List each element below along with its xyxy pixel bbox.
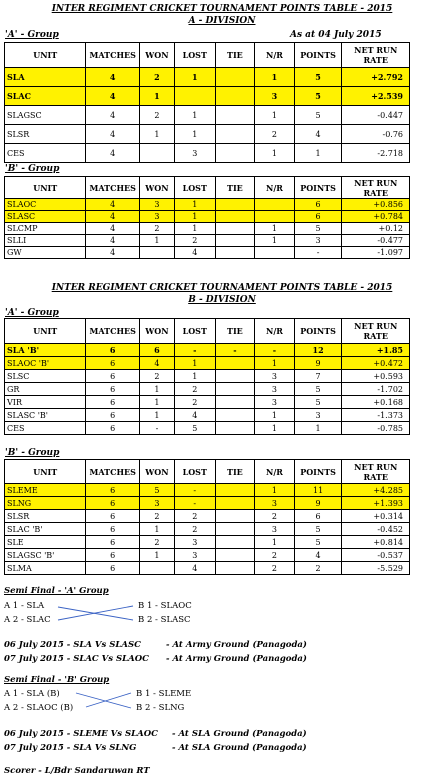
cell-matches: 4 (86, 247, 140, 259)
cell-matches: 6 (86, 523, 140, 536)
cell-matches: 4 (86, 211, 140, 223)
cell-unit: SLLI (5, 235, 86, 247)
cell-unit: SLSC (5, 370, 86, 383)
cell-matches: 4 (86, 235, 140, 247)
cell-won: 3 (139, 199, 174, 211)
cell-unit: SLCMP (5, 223, 86, 235)
cell-unit: SLASC 'B' (5, 409, 86, 422)
div-b-subtitle: B - DIVISION (188, 295, 256, 305)
cell-matches: 4 (86, 144, 140, 163)
cell-nr: 1 (255, 484, 295, 497)
col-header-lost: LOST (174, 43, 215, 68)
col-header-nr: N/R (255, 460, 295, 484)
cell-unit: SLNG (5, 497, 86, 510)
cell-nrr: -1.702 (342, 383, 410, 396)
cell-lost: 1 (174, 199, 215, 211)
col-header-nrr: NET RUN RATE (342, 43, 410, 68)
cell-unit: SLEME (5, 484, 86, 497)
cell-points: 1 (294, 144, 342, 163)
cell-nrr: +2.792 (342, 68, 410, 87)
cell-matches: 4 (86, 106, 140, 125)
cell-nrr: -0.452 (342, 523, 410, 536)
cell-nr: 3 (255, 396, 295, 409)
cell-matches: 6 (86, 536, 140, 549)
cell-unit: SLSR (5, 125, 86, 144)
cell-matches: 6 (86, 510, 140, 523)
semi-a-heading: Semi Final - 'A' Group (4, 586, 109, 596)
cell-lost: - (174, 344, 215, 357)
cell-nr: 2 (255, 549, 295, 562)
semi-b-fixture-2-venue: - At SLA Ground (Panagoda) (172, 743, 307, 753)
col-header-won: WON (139, 460, 174, 484)
div-a-title: INTER REGIMENT CRICKET TOURNAMENT POINTS TABLE - 2015 (51, 4, 393, 14)
div-b-group-a-label: 'A' - Group (5, 308, 59, 318)
cell-unit: SLAC (5, 87, 86, 106)
cell-nrr: -0.76 (342, 125, 410, 144)
col-header-matches: MATCHES (86, 43, 140, 68)
cell-matches: 6 (86, 396, 140, 409)
cell-won: 1 (139, 409, 174, 422)
cell-matches: 4 (86, 125, 140, 144)
cell-matches: 6 (86, 484, 140, 497)
cell-lost: 1 (174, 68, 215, 87)
cell-nr: 2 (255, 510, 295, 523)
cell-won: 3 (139, 497, 174, 510)
cell-nr: 1 (255, 422, 295, 435)
semi-b-left-1: A 1 - SLA (B) (4, 689, 60, 699)
cell-lost: 3 (174, 549, 215, 562)
cell-nrr: +2.539 (342, 87, 410, 106)
cell-nrr: +0.593 (342, 370, 410, 383)
col-header-nrr: NET RUN RATE (342, 177, 410, 199)
div-b-group-b-label: 'B' - Group (5, 448, 60, 458)
cell-points: 3 (294, 409, 342, 422)
cell-won: 1 (139, 235, 174, 247)
cell-nr: 3 (255, 497, 295, 510)
col-header-points: POINTS (294, 177, 342, 199)
col-header-unit: UNIT (5, 177, 86, 199)
cell-nr: 3 (255, 523, 295, 536)
cell-nrr: +1.85 (342, 344, 410, 357)
semi-a-fixture-2-venue: - At Army Ground (Panagoda) (166, 654, 307, 664)
cell-won: 3 (139, 211, 174, 223)
cell-unit: SLAGSC 'B' (5, 549, 86, 562)
cell-lost: 4 (174, 409, 215, 422)
cell-matches: 4 (86, 223, 140, 235)
cell-points: - (294, 247, 342, 259)
col-header-nr: N/R (255, 319, 295, 344)
cell-matches: 6 (86, 549, 140, 562)
cell-nrr: +1.393 (342, 497, 410, 510)
cell-lost: 2 (174, 396, 215, 409)
cell-matches: 4 (86, 68, 140, 87)
cell-unit: SLAOC (5, 199, 86, 211)
cell-points: 6 (294, 510, 342, 523)
cell-nr: 3 (255, 87, 295, 106)
cell-points: 5 (294, 523, 342, 536)
cell-unit: SLE (5, 536, 86, 549)
cell-points: 4 (294, 125, 342, 144)
col-header-tie: TIE (215, 460, 255, 484)
cell-won: 4 (139, 357, 174, 370)
cell-nr: 1 (255, 144, 295, 163)
col-header-nr: N/R (255, 177, 295, 199)
cell-won: 2 (139, 510, 174, 523)
cell-points: 5 (294, 223, 342, 235)
col-header-nr: N/R (255, 43, 295, 68)
div-a-group-a-label: 'A' - Group (5, 30, 59, 40)
div-b-title: INTER REGIMENT CRICKET TOURNAMENT POINTS TABLE - 2015 (51, 283, 393, 293)
cell-points: 5 (294, 396, 342, 409)
cell-points: 6 (294, 199, 342, 211)
cell-nrr: -0.477 (342, 235, 410, 247)
col-header-lost: LOST (174, 319, 215, 344)
cell-points: 2 (294, 562, 342, 575)
cell-won: 2 (139, 536, 174, 549)
semi-b-right-1: B 1 - SLEME (136, 689, 192, 699)
cell-lost: 2 (174, 235, 215, 247)
semi-a-fixture-1-venue: - At Army Ground (Panagoda) (166, 640, 307, 650)
semi-b-fixture-2: 07 July 2015 - SLA Vs SLNG (4, 743, 137, 753)
col-header-points: POINTS (294, 319, 342, 344)
cell-nr: 1 (255, 409, 295, 422)
cell-matches: 6 (86, 357, 140, 370)
col-header-won: WON (139, 177, 174, 199)
cell-nr: 1 (255, 106, 295, 125)
col-header-nrr: NET RUN RATE (342, 460, 410, 484)
scorer-credit: Scorer - L/Bdr Sandaruwan RT (4, 766, 150, 776)
cell-points: 5 (294, 68, 342, 87)
cell-matches: 6 (86, 422, 140, 435)
col-header-matches: MATCHES (86, 319, 140, 344)
cell-won: 5 (139, 484, 174, 497)
semi-a-right-1: B 1 - SLAOC (138, 601, 192, 611)
cell-nrr: -2.718 (342, 144, 410, 163)
cell-points: 3 (294, 235, 342, 247)
cell-nr: - (255, 344, 295, 357)
cell-nrr: -0.447 (342, 106, 410, 125)
cell-lost: 5 (174, 422, 215, 435)
cell-points: 9 (294, 357, 342, 370)
col-header-tie: TIE (215, 177, 255, 199)
cell-unit: CES (5, 144, 86, 163)
cell-nrr: +0.314 (342, 510, 410, 523)
col-header-lost: LOST (174, 177, 215, 199)
cell-nrr: +4.285 (342, 484, 410, 497)
col-header-points: POINTS (294, 460, 342, 484)
cell-lost: 4 (174, 247, 215, 259)
cell-lost: 1 (174, 106, 215, 125)
semi-b-fixture-1-venue: - At SLA Ground (Panagoda) (172, 729, 307, 739)
semi-a-left-2: A 2 - SLAC (4, 615, 51, 625)
cell-unit: SLASC (5, 211, 86, 223)
cell-lost: - (174, 484, 215, 497)
cell-nr: 3 (255, 370, 295, 383)
cell-lost: 3 (174, 144, 215, 163)
cell-unit: VIR (5, 396, 86, 409)
col-header-matches: MATCHES (86, 177, 140, 199)
cell-points: 5 (294, 536, 342, 549)
cell-points: 11 (294, 484, 342, 497)
cell-nrr: -0.537 (342, 549, 410, 562)
cell-unit: GW (5, 247, 86, 259)
cell-lost: 2 (174, 383, 215, 396)
semi-b-left-2: A 2 - SLAOC (B) (4, 703, 74, 713)
cell-nr: 1 (255, 536, 295, 549)
cell-matches: 4 (86, 87, 140, 106)
cell-nrr: +0.12 (342, 223, 410, 235)
cell-lost: - (174, 497, 215, 510)
cell-nr: 1 (255, 357, 295, 370)
cell-lost: 1 (174, 370, 215, 383)
cell-nr: 2 (255, 125, 295, 144)
cell-points: 5 (294, 87, 342, 106)
cell-nrr: -0.785 (342, 422, 410, 435)
cell-matches: 6 (86, 497, 140, 510)
col-header-won: WON (139, 43, 174, 68)
cell-won: 6 (139, 344, 174, 357)
cell-matches: 6 (86, 344, 140, 357)
col-header-unit: UNIT (5, 319, 86, 344)
cell-unit: SLA (5, 68, 86, 87)
semi-b-right-2: B 2 - SLNG (136, 703, 185, 713)
cell-points: 12 (294, 344, 342, 357)
cell-won: 2 (139, 68, 174, 87)
cell-matches: 6 (86, 562, 140, 575)
cell-nrr: +0.168 (342, 396, 410, 409)
cell-nr: 1 (255, 223, 295, 235)
cell-won: 1 (139, 383, 174, 396)
cell-unit: GR (5, 383, 86, 396)
cell-nr: 1 (255, 68, 295, 87)
cell-unit: SLA 'B' (5, 344, 86, 357)
cell-points: 5 (294, 383, 342, 396)
cell-won: - (139, 422, 174, 435)
cell-won: 2 (139, 223, 174, 235)
cell-nr: 3 (255, 383, 295, 396)
cell-points: 6 (294, 211, 342, 223)
cell-lost: 2 (174, 523, 215, 536)
cell-unit: CES (5, 422, 86, 435)
cell-nrr: +0.784 (342, 211, 410, 223)
semi-a-fixture-2: 07 July 2015 - SLAC Vs SLAOC (4, 654, 149, 664)
col-header-won: WON (139, 319, 174, 344)
col-header-unit: UNIT (5, 43, 86, 68)
semi-a-left-1: A 1 - SLA (4, 601, 45, 611)
cell-won: 1 (139, 523, 174, 536)
cell-lost: 2 (174, 510, 215, 523)
cell-unit: SLAC 'B' (5, 523, 86, 536)
cell-tie: - (215, 344, 255, 357)
cell-lost: 1 (174, 211, 215, 223)
cell-lost: 1 (174, 223, 215, 235)
cell-nrr: +0.856 (342, 199, 410, 211)
cell-nr: 2 (255, 562, 295, 575)
cell-unit: SLSR (5, 510, 86, 523)
cell-won: 2 (139, 106, 174, 125)
cell-matches: 6 (86, 383, 140, 396)
semi-b-heading: Semi Final - 'B' Group (4, 675, 110, 685)
cell-matches: 4 (86, 199, 140, 211)
cell-nrr: -1.097 (342, 247, 410, 259)
cell-matches: 6 (86, 409, 140, 422)
cell-nrr: -5.529 (342, 562, 410, 575)
cell-matches: 6 (86, 370, 140, 383)
semi-b-fixture-1: 06 July 2015 - SLEME Vs SLAOC (4, 729, 158, 739)
cell-nrr: -1.373 (342, 409, 410, 422)
col-header-points: POINTS (294, 43, 342, 68)
cell-points: 1 (294, 422, 342, 435)
div-a-group-b-label: 'B' - Group (5, 164, 60, 174)
cell-lost: 4 (174, 562, 215, 575)
cell-won: 1 (139, 125, 174, 144)
col-header-tie: TIE (215, 319, 255, 344)
cell-points: 4 (294, 549, 342, 562)
col-header-tie: TIE (215, 43, 255, 68)
cell-won: 1 (139, 549, 174, 562)
cell-lost: 3 (174, 536, 215, 549)
as-at-date: As at 04 July 2015 (290, 30, 382, 40)
cell-nrr: +0.814 (342, 536, 410, 549)
col-header-nrr: NET RUN RATE (342, 319, 410, 344)
semi-a-right-2: B 2 - SLASC (138, 615, 191, 625)
cell-unit: SLMA (5, 562, 86, 575)
cell-won: 1 (139, 87, 174, 106)
cell-lost: 1 (174, 357, 215, 370)
cell-points: 7 (294, 370, 342, 383)
cell-unit: SLAOC 'B' (5, 357, 86, 370)
cell-lost: 1 (174, 125, 215, 144)
cell-won: 1 (139, 396, 174, 409)
semi-a-fixture-1: 06 July 2015 - SLA Vs SLASC (4, 640, 141, 650)
div-a-subtitle: A - DIVISION (188, 16, 256, 26)
col-header-lost: LOST (174, 460, 215, 484)
cell-nr: 1 (255, 235, 295, 247)
cell-points: 5 (294, 106, 342, 125)
cell-won: 2 (139, 370, 174, 383)
cell-points: 9 (294, 497, 342, 510)
cell-nrr: +0.472 (342, 357, 410, 370)
cell-unit: SLAGSC (5, 106, 86, 125)
col-header-unit: UNIT (5, 460, 86, 484)
col-header-matches: MATCHES (86, 460, 140, 484)
